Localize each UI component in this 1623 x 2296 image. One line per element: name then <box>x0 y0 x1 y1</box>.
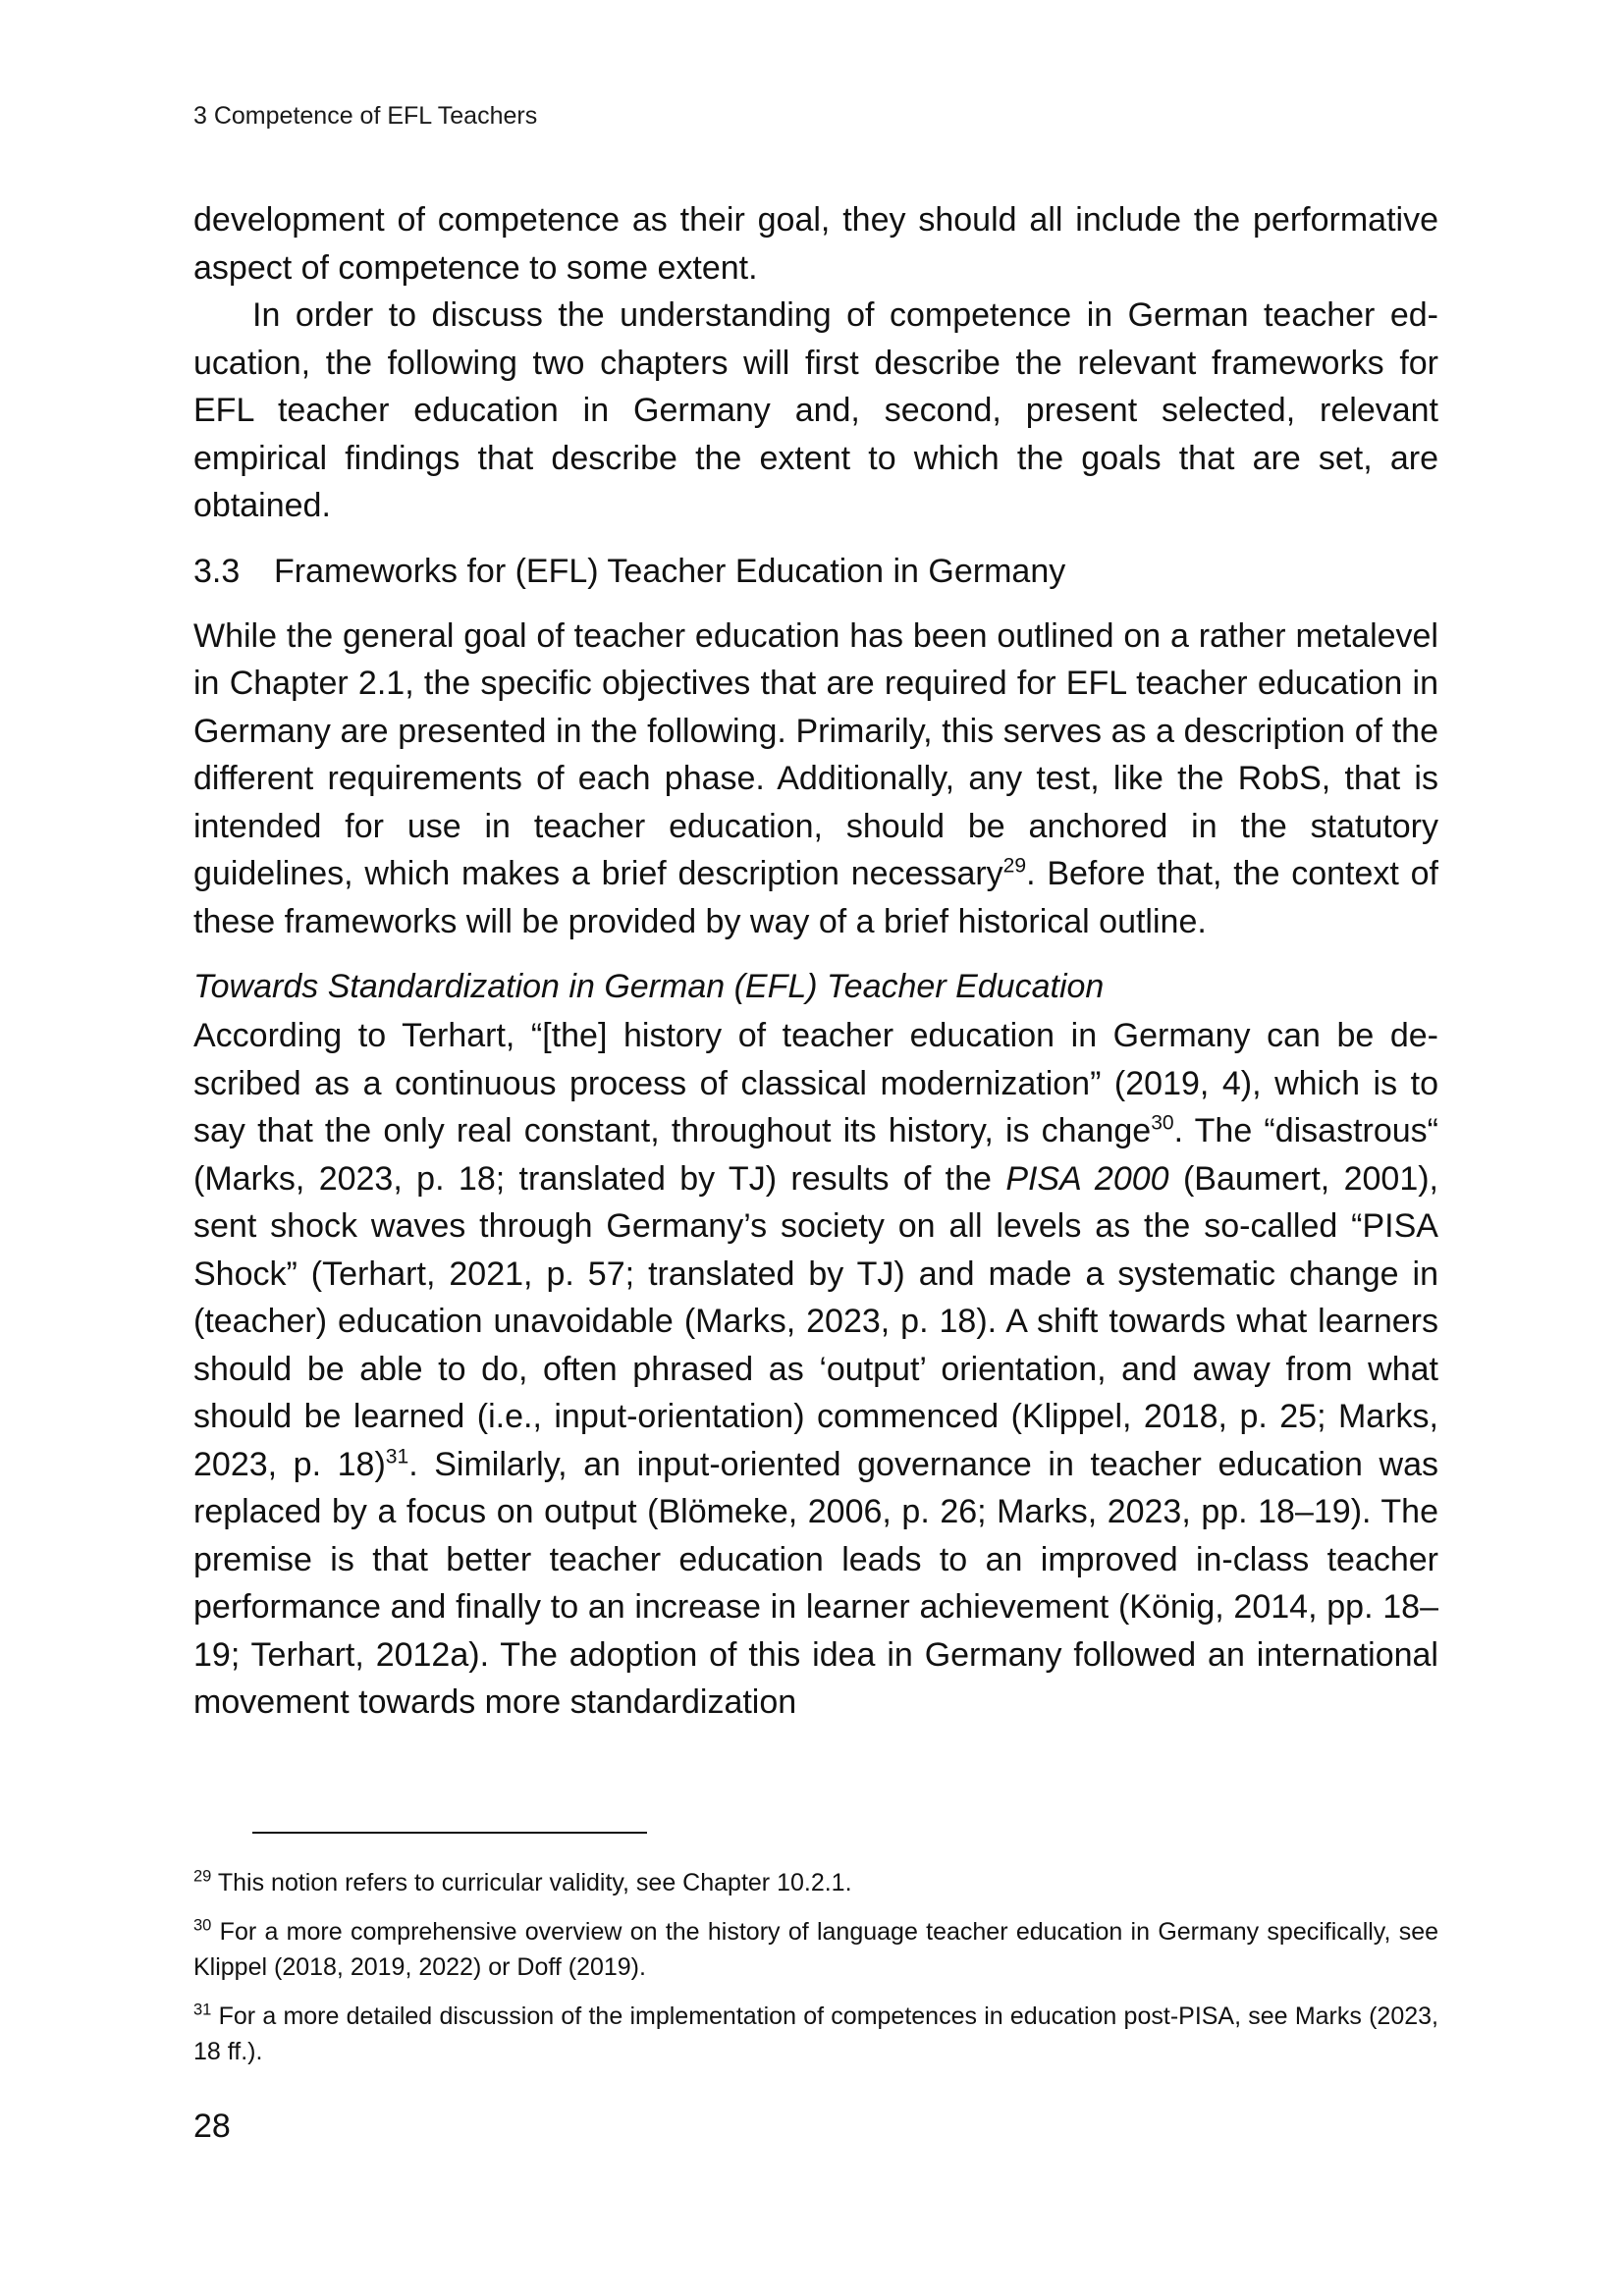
footnote-number: 29 <box>193 1867 212 1886</box>
footnote-30 <box>193 1914 1438 1985</box>
section-title: Frameworks for (EFL) Teacher Education in Germany <box>274 552 1066 590</box>
footnote-divider <box>252 1832 647 1834</box>
footnote-29 <box>193 1865 1438 1900</box>
italic-title: PISA 2000 <box>1005 1159 1169 1198</box>
footnote-number: 30 <box>193 1916 212 1935</box>
footnote-number: 31 <box>193 2001 212 2019</box>
footnote-ref-30[interactable]: 30 <box>1151 1111 1174 1135</box>
paragraph-text: . The “disastrous“ (Marks, 2023, p. 18; translated by TJ) results of the <box>193 1112 1438 1198</box>
body-paragraph <box>193 613 1438 946</box>
paragraph-text: According to Terhart, “[the] history of teacher education in Germany can be described as a continuous process of classical modernization” (2019, 4), which is to say that the only real constant, throughout its history, is change <box>193 1017 1438 1149</box>
paragraph-text: (Baumert, 2001), sent shock waves through Germany’s society on all levels as the so-called “PISA Shock” (Terhart, 2021, p. 57; translated by TJ) and made a systematic change in (teacher) education unavoidable (Marks, 2023, p. 18). A shift towards what learners should be able to do, often phrased as ‘output’ orientation, and away from what should be learned (i.e., input-orientation) commenced (Klippel, 2018, p. 25; Marks, 2023, p. 18) <box>193 1159 1438 1483</box>
footnote-text: This notion refers to curricular validity, see Chapter 10.2.1. <box>217 1869 852 1896</box>
page-number: 28 <box>193 2108 231 2145</box>
section-number: 3.3 <box>193 552 241 590</box>
body-paragraph: In order to discuss the understanding of competence in German teacher education, the following two chapters will first describe the relevant frameworks for EFL teacher education in Germany and, second, present selected, relevant empirical findings that describe the extent to which the goals that are set, are obtained. <box>193 296 1438 524</box>
running-head: 3 Competence of EFL Teachers <box>193 102 538 130</box>
subsection-heading: Towards Standardization in German (EFL) Teacher Education <box>193 968 1105 1005</box>
footnotes <box>193 1865 1438 2083</box>
body-paragraph: development of competence as their goal, they should all include the performative aspect of competence to some extent. <box>193 201 1438 287</box>
footnote-ref-31[interactable]: 31 <box>385 1445 409 1468</box>
paragraph-text: While the general goal of teacher education has been outlined on a rather metalevel in Chapter 2.1, the specific objectives that are required for EFL teacher education in Germany are presented in the following. Primarily, this serves as a description of the different requirements of each phase. Additionally, any test, like the RobS, that is intended for use in teacher education, should be anchored in the statutory guidelines, which makes a brief description necessary <box>193 616 1438 892</box>
footnote-31 <box>193 1999 1438 2069</box>
section-heading <box>193 548 1438 595</box>
paragraph-text: . Similarly, an input-oriented governance in teacher education was replaced by a focus on output (Blömeke, 2006, p. 26; Marks, 2023, pp. 18–19). The premise is that better teacher education leads to an improved in-class teacher performance and finally to an increase in learner achievement (König, 2014, pp. 18–19; Terhart, 2012a). The adoption of this idea in Germany followed an international movement towards more standardization <box>193 1445 1438 1721</box>
footnote-text: For a more comprehensive overview on the history of language teacher education in Germany specifically, see Klippel (2018, 2019, 2022) or Doff (2019). <box>193 1918 1438 1981</box>
paragraph-text: . Before that, the context of these frameworks will be provided by way of a brief historical outline. <box>193 855 1438 940</box>
footnote-ref-29[interactable]: 29 <box>1002 854 1027 878</box>
body-paragraph <box>193 1012 1438 1727</box>
footnote-text: For a more detailed discussion of the implementation of competences in education post-PISA, see Marks (2023, 18 ff.). <box>193 2002 1438 2065</box>
page-body <box>193 196 1438 1727</box>
